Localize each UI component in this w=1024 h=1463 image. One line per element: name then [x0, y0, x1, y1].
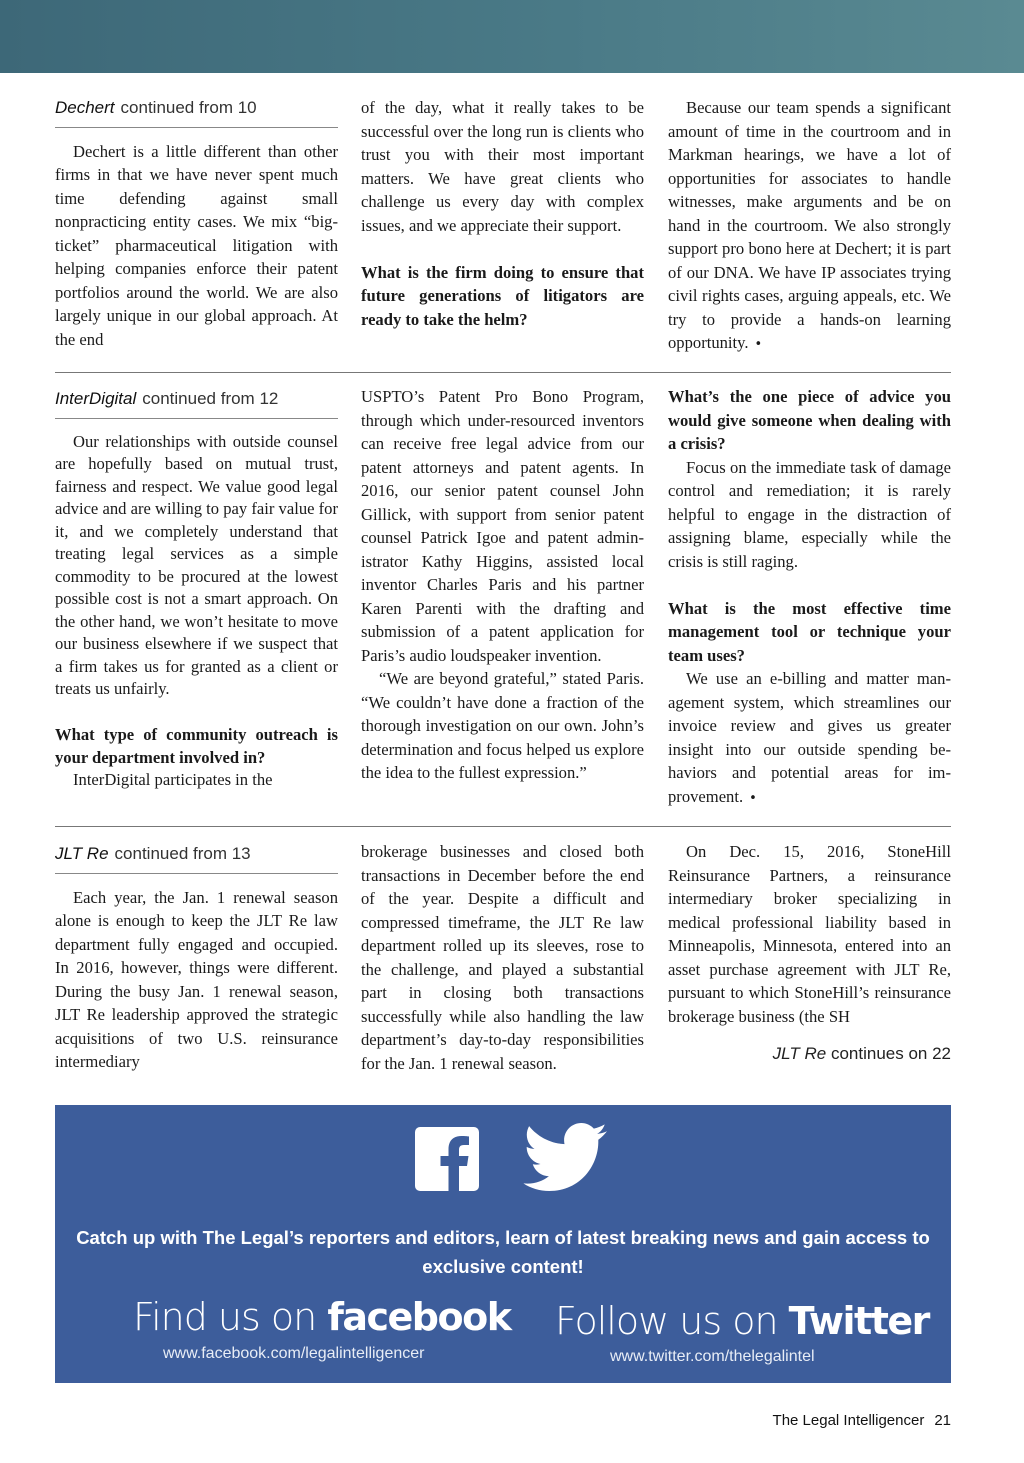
- continues-on: continues on 22: [830, 1044, 951, 1063]
- header-banner: [0, 0, 1024, 73]
- interdigital-column-1: [55, 388, 338, 792]
- question-heading: What is the firm doing to ensure that future generations of litigators are ready to take the helm?: [361, 262, 644, 329]
- firm-name: Dechert: [55, 98, 115, 117]
- end-mark: •: [754, 337, 763, 352]
- jltre-column-3: [668, 840, 951, 1028]
- continued-from: continued from 12: [142, 389, 279, 408]
- dechert-column-1: [55, 96, 338, 351]
- firm-name: InterDigital: [55, 389, 137, 408]
- paragraph: Each year, the Jan. 1 renewal season alone is enough to keep the JLT Re law department fully engaged and occupied. In 2016, however, things were different. During the busy Jan. 1 renewal season, JLT Re leadership approved the strategic acquisitions of two U.S. reinsurance intermediary: [55, 887, 338, 1071]
- twitter-url-link[interactable]: www.twitter.com/thelegalintel: [610, 1348, 815, 1365]
- paragraph: We use an e-billing and matter management system, which streamlines our invoice review and gives us greater insight into our outside spending behaviors and potential areas for improvement. •: [668, 669, 951, 806]
- continuation-note: [773, 1044, 951, 1064]
- paragraph: On Dec. 15, 2016, StoneHill Reinsurance Partners, a reinsurance intermediary broker specializing in medical professional liability based in Minneapolis, Minnesota, entered into an asset purchase agreement with JLT Re, pursuant to which StoneHill’s reinsurance brokerage business (the SH: [668, 842, 951, 1026]
- section-heading-dechert: [55, 96, 338, 128]
- paragraph: InterDigital participates in the: [73, 770, 273, 789]
- paragraph: Because our team spends a significant amount of time in the courtroom and in Markman hearings, we have a lot of opportunities for associates to handle witnesses, make arguments and be on hand in the courtroom. We also strongly support pro bono here at Dechert; it is part of our DNA. We have IP associates trying civil rights cases, arguing appeals, etc. We try to provide a hands-on learning opportunity. •: [668, 98, 951, 352]
- end-mark: •: [749, 790, 757, 806]
- interdigital-column-2: [361, 385, 644, 785]
- paragraph: USPTO’s Patent Pro Bono Program, through which under-resourced inventors can receive free legal advice from our patent attorneys and patent agents. In 2016, our senior patent counsel John Gillick, with support from senior patent counsel Patrick Igoe and patent administrator Kathy Higgins, assisted local inventor Charles Paris and his partner Karen Parenti with the drafting and submission of a patent application for Paris’s audio loudspeaker invention.: [361, 387, 644, 665]
- jltre-column-1: [55, 842, 338, 1074]
- publication-name: The Legal Intelligencer: [772, 1412, 925, 1429]
- interdigital-column-3: [668, 385, 951, 810]
- paragraph: brokerage businesses and closed both transactions in December before the end of the year. Despite a difficult and compressed timeframe, the JLT Re law department rolled up its sleeves, rose to the challenge, and played a substantial part in closing both transactions successfully while also handling the law department’s day-to-day responsibilities for the Jan. 1 renewal season.: [361, 842, 644, 1073]
- section-divider: [55, 372, 951, 373]
- paragraph: “We are beyond grateful,” stated Paris. “We couldn’t have done a fraction of the thorough investigation on our own. John’s determination and focus helped us explore the idea to the fullest expression.”: [361, 669, 644, 782]
- dechert-column-2: [361, 96, 644, 331]
- question-heading: What’s the one piece of advice you would give someone when dealing with a crisis?: [668, 387, 951, 453]
- continued-from: continued from 10: [120, 98, 257, 117]
- section-heading-interdigital: [55, 388, 338, 419]
- firm-name: JLT Re: [772, 1044, 827, 1063]
- section-heading-jltre: [55, 842, 338, 874]
- social-tagline: Catch up with The Legal’s reporters and editors, learn of latest breaking news and gain access to exclusive content!: [76, 1227, 930, 1277]
- continued-from: continued from 13: [114, 844, 251, 863]
- twitter-brand: Twitter: [788, 1299, 929, 1343]
- paragraph: Our relationships with outside counsel are hopefully based on mutual trust, fairness and respect. We value good legal advice and are willing to pay fair value for it, and we completely understand that treating legal services as a simple commodity to be procured at the lowest possible cost is not a smart approach. On the other hand, we won’t hesitate to move our business elsewhere if we suspect that a firm takes us for granted as a client or treats us unfairly.: [55, 431, 338, 698]
- facebook-url-link[interactable]: www.facebook.com/legalintelligencer: [163, 1345, 425, 1362]
- page-footer: [773, 1412, 951, 1429]
- question-heading: What is the most effective time management tool or technique your team uses?: [668, 598, 951, 665]
- twitter-icon[interactable]: [523, 1123, 607, 1193]
- find-us-on-facebook: Find us on facebook: [133, 1295, 511, 1339]
- paragraph: Dechert is a little different than other firms in that we have never spent much time defending against small nonpracticing entity cases. We mix “big-ticket” pharmaceutical litigation with helping companies enforce their patent portfolios around the world. We are also largely unique in our global approach. At the end: [55, 141, 338, 349]
- follow-us-on-twitter: Follow us on Twitter: [555, 1299, 929, 1343]
- dechert-column-3: [668, 96, 951, 357]
- facebook-brand: facebook: [327, 1295, 511, 1339]
- firm-name: JLT Re: [55, 844, 109, 863]
- jltre-column-2: [361, 840, 644, 1075]
- page-number: 21: [934, 1412, 951, 1429]
- facebook-icon[interactable]: [415, 1127, 479, 1191]
- social-promo-box: [55, 1105, 951, 1383]
- section-divider: [55, 826, 951, 827]
- paragraph: of the day, what it really takes to be successful over the long run is clients who trust you with their most important matters. We have great clients who challenge us every day with complex issues, and we appreciate their support.: [361, 98, 644, 235]
- paragraph: Focus on the immediate task of damage control and remediation; it is rarely helpful to engage in the distraction of assigning blame, especially while the crisis is still raging.: [668, 457, 951, 571]
- question-heading: What type of community outreach is your department involved in?: [55, 725, 338, 767]
